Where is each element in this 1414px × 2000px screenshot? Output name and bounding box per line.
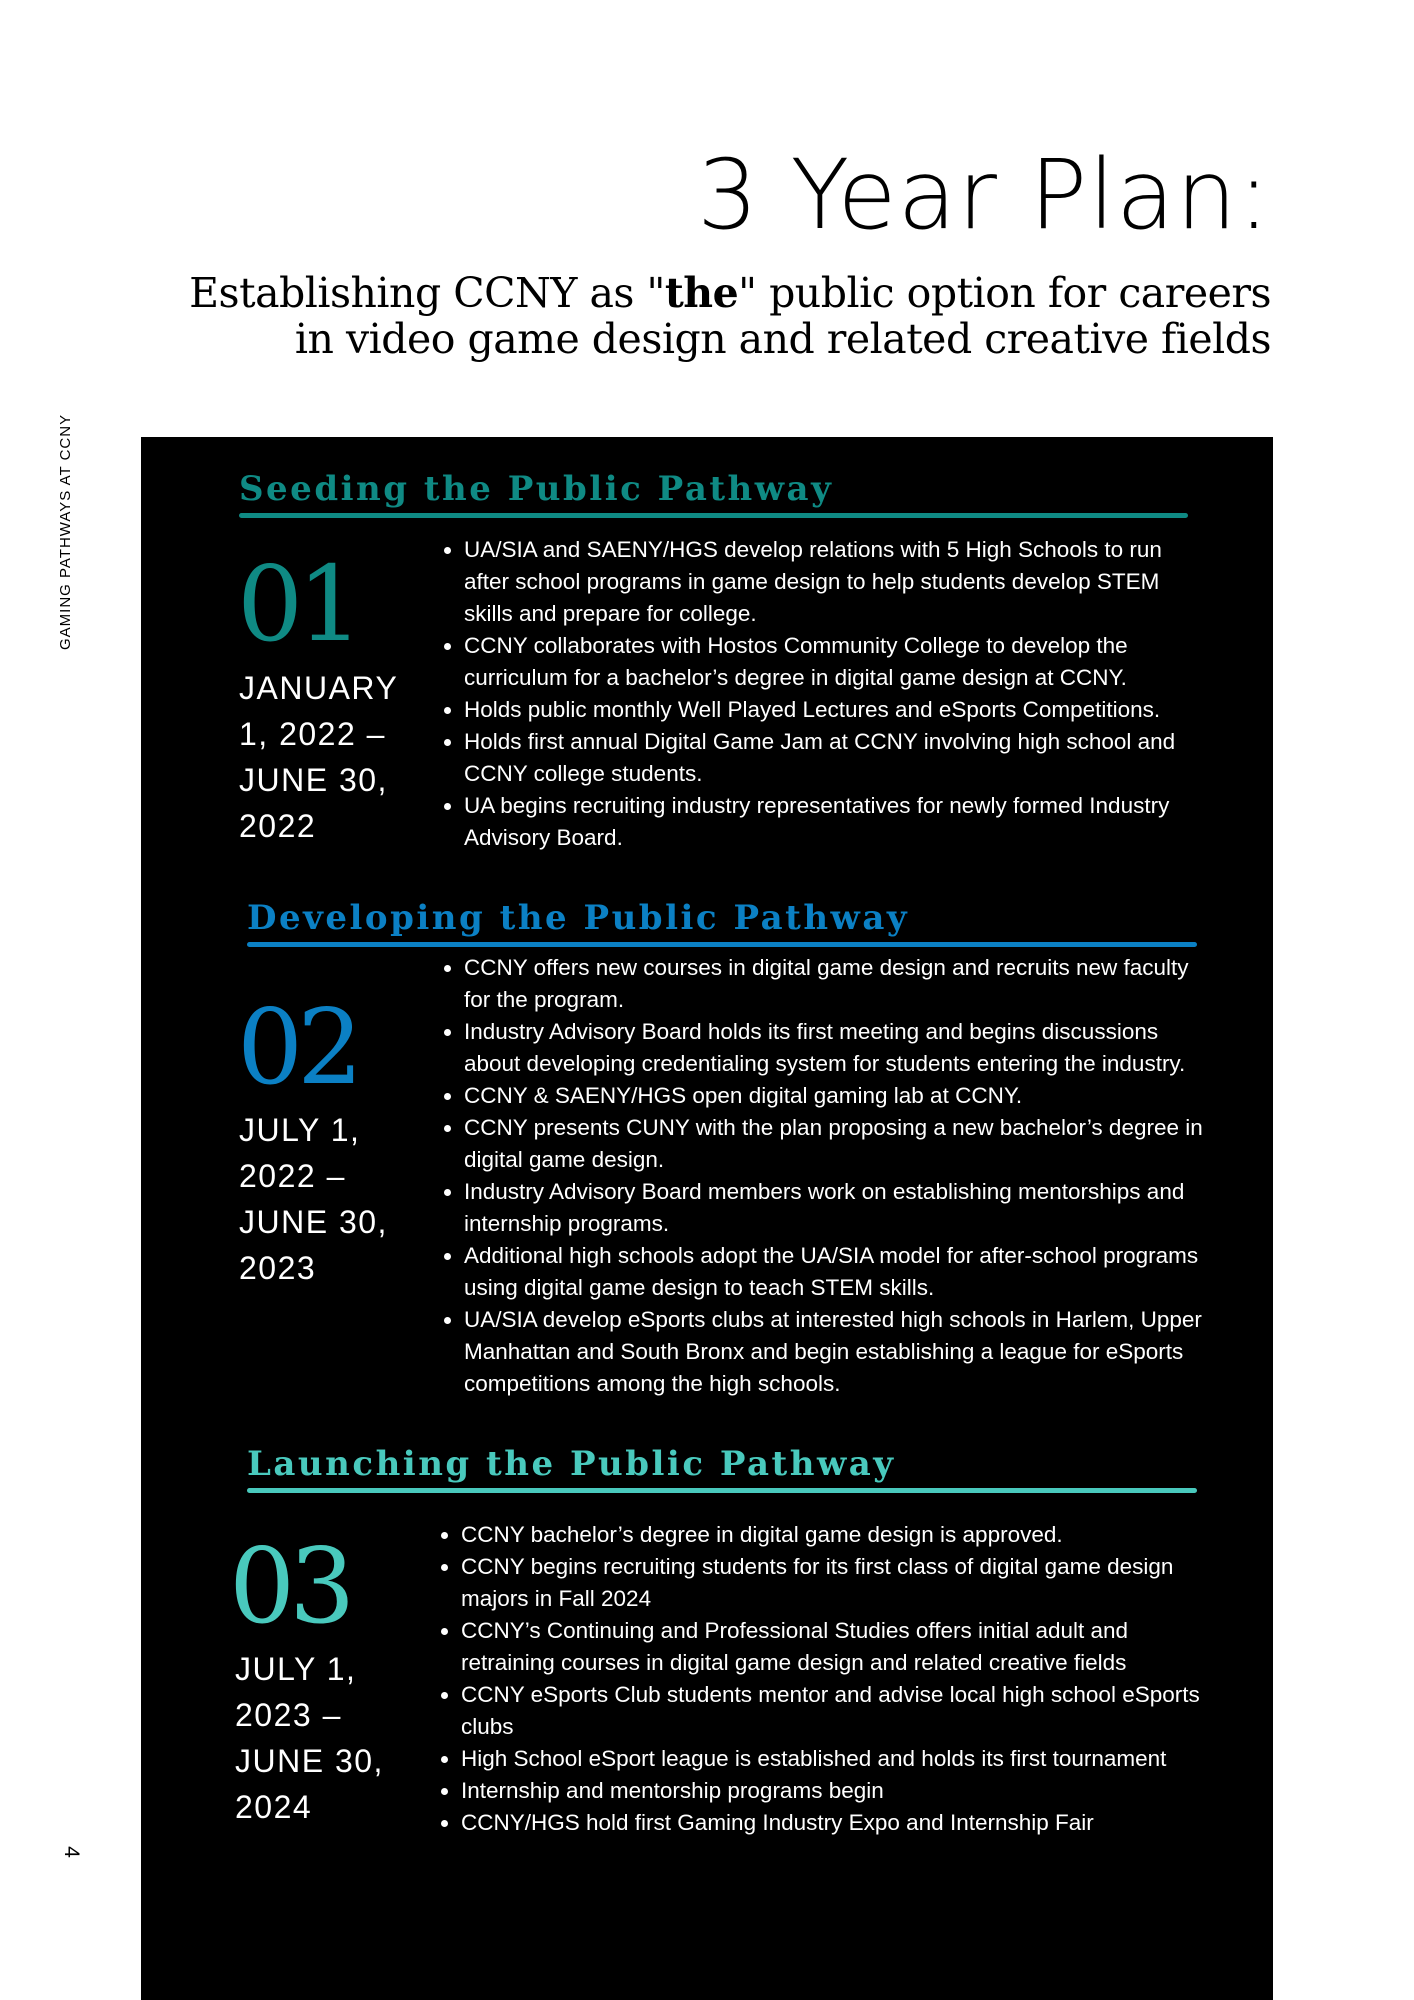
list-item: • Industry Advisory Board holds its first meeting and begins discussions about developing credentialing system for students entering the industry. xyxy=(464,1016,1204,1080)
phase-number: 01 xyxy=(237,543,358,665)
phase-items xyxy=(431,1519,1211,1839)
timeline-panel xyxy=(141,437,1273,2000)
phase-number: 03 xyxy=(229,1525,350,1647)
list-item: • CCNY’s Continuing and Professional Studies offers initial adult and retraining courses in digital game design and related creative fields xyxy=(461,1615,1211,1679)
subtitle-line1-start: Establishing CCNY as " xyxy=(189,269,665,317)
section-rule xyxy=(247,1488,1197,1493)
list-item: • CCNY begins recruiting students for its first class of digital game design majors in Fall 2024 xyxy=(461,1551,1211,1615)
list-item: • CCNY bachelor’s degree in digital game design is approved. xyxy=(461,1519,1211,1551)
list-item: • CCNY offers new courses in digital game design and recruits new faculty for the program. xyxy=(464,952,1204,1016)
list-item: • CCNY collaborates with Hostos Community College to develop the curriculum for a bachelor’s degree in digital game design at CCNY. xyxy=(464,630,1194,694)
subtitle-line2: in video game design and related creative fields xyxy=(294,315,1271,363)
section-rule xyxy=(247,942,1197,947)
list-item: • Holds public monthly Well Played Lectures and eSports Competitions. xyxy=(464,694,1194,726)
list-item: • Holds first annual Digital Game Jam at CCNY involving high school and CCNY college students. xyxy=(464,726,1194,790)
section-rule xyxy=(239,513,1188,518)
list-item: • High School eSport league is established and holds its first tournament xyxy=(461,1743,1211,1775)
phase-number: 02 xyxy=(237,986,358,1108)
phase-title: Seeding the Public Pathway xyxy=(239,469,834,509)
phase-title: Launching the Public Pathway xyxy=(247,1444,896,1484)
list-item: • Additional high schools adopt the UA/SIA model for after-school programs using digital game design to teach STEM skills. xyxy=(464,1240,1204,1304)
phase-items xyxy=(434,534,1194,854)
phase-dates: JULY 1, 2023 – JUNE 30, 2024 xyxy=(235,1651,384,1825)
list-item: • CCNY & SAENY/HGS open digital gaming lab at CCNY. xyxy=(464,1080,1204,1112)
list-item: • UA begins recruiting industry representatives for newly formed Industry Advisory Board. xyxy=(464,790,1194,854)
phase-dates: JULY 1, 2022 – JUNE 30, 2023 xyxy=(239,1112,388,1286)
page-title: 3 Year Plan: xyxy=(697,139,1271,251)
list-item: • CCNY presents CUNY with the plan proposing a new bachelor’s degree in digital game design. xyxy=(464,1112,1204,1176)
list-item: • CCNY/HGS hold first Gaming Industry Expo and Internship Fair xyxy=(461,1807,1211,1839)
side-label: GAMING PATHWAYS AT CCNY xyxy=(57,413,74,650)
list-item: • UA/SIA and SAENY/HGS develop relations with 5 High Schools to run after school programs in game design to help students develop STEM skills and prepare for college. xyxy=(464,534,1194,630)
list-item: • UA/SIA develop eSports clubs at interested high schools in Harlem, Upper Manhattan and South Bronx and begin establishing a league for eSports competitions among the high schools. xyxy=(464,1304,1204,1400)
list-item: • Industry Advisory Board members work on establishing mentorships and internship programs. xyxy=(464,1176,1204,1240)
list-item: • Internship and mentorship programs begin xyxy=(461,1775,1211,1807)
page-subtitle xyxy=(171,270,1271,362)
phase-items xyxy=(434,952,1204,1400)
phase-dates: JANUARY 1, 2022 – JUNE 30, 2022 xyxy=(239,670,398,844)
phase-title: Developing the Public Pathway xyxy=(247,898,910,938)
list-item: • CCNY eSports Club students mentor and advise local high school eSports clubs xyxy=(461,1679,1211,1743)
subtitle-emphasis: the xyxy=(664,269,739,317)
page-number: 4 xyxy=(60,1846,83,1858)
subtitle-line1-end: " public option for careers xyxy=(738,269,1271,317)
